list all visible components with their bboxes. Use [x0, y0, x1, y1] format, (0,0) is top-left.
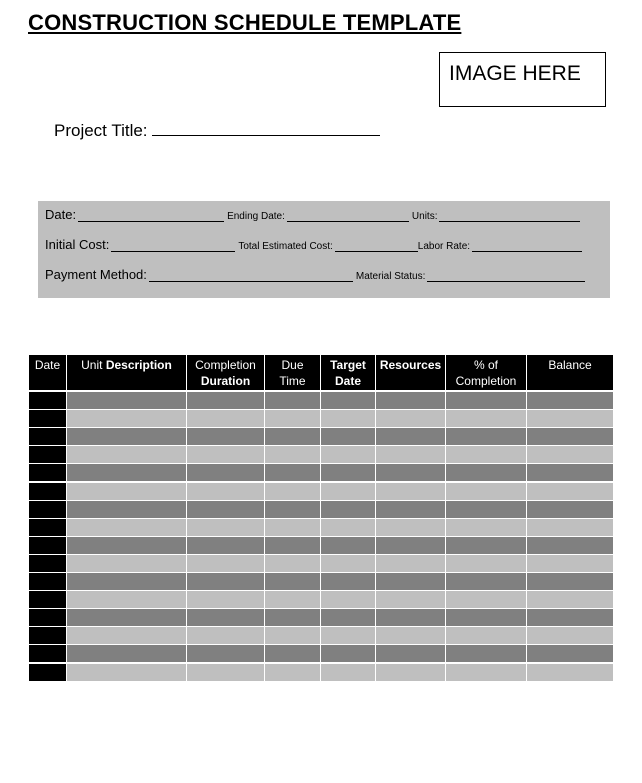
cell-percent-completion[interactable]: [446, 573, 526, 590]
labor-rate-label: Labor Rate:: [417, 241, 471, 252]
cell-completion-duration[interactable]: [187, 609, 264, 626]
cell-due-time[interactable]: [265, 573, 320, 590]
cell-date[interactable]: [29, 483, 66, 500]
cell-percent-completion[interactable]: [446, 609, 526, 626]
cell-resources[interactable]: [376, 573, 445, 590]
cell-completion-duration[interactable]: [187, 627, 264, 644]
header-percent-completion: [445, 355, 526, 390]
cell-target-date[interactable]: [321, 410, 375, 427]
header-due-line1: Due: [281, 358, 304, 372]
material-status-input-line[interactable]: [427, 270, 585, 282]
schedule-table: [29, 355, 613, 678]
cell-percent-completion[interactable]: [446, 645, 526, 662]
cell-resources[interactable]: [376, 464, 445, 481]
cell-date[interactable]: [29, 410, 66, 427]
cell-due-time[interactable]: [265, 392, 320, 409]
cell-resources[interactable]: [376, 428, 445, 445]
total-estimated-cost-label: Total Estimated Cost:: [238, 241, 333, 252]
cell-date[interactable]: [29, 464, 66, 481]
table-row: [29, 446, 613, 463]
cell-balance[interactable]: [527, 537, 613, 554]
cell-resources[interactable]: [376, 627, 445, 644]
date-input-line[interactable]: [78, 210, 224, 222]
schedule-header-row: [29, 355, 613, 390]
header-unit-description-text: [67, 357, 186, 373]
image-placeholder-label: IMAGE HERE: [449, 62, 581, 85]
cell-percent-completion[interactable]: [446, 591, 526, 608]
cell-unit-description[interactable]: [67, 392, 186, 409]
cell-completion-duration[interactable]: [187, 645, 264, 662]
cell-due-time[interactable]: [265, 428, 320, 445]
header-description-word: Description: [105, 358, 172, 372]
cell-percent-completion[interactable]: [446, 446, 526, 463]
cell-date[interactable]: [29, 573, 66, 590]
cell-percent-completion[interactable]: [446, 519, 526, 536]
cell-date[interactable]: [29, 392, 66, 409]
document-title: CONSTRUCTION SCHEDULE TEMPLATE: [28, 10, 462, 35]
header-date-line1: Date: [34, 358, 61, 372]
table-row: [29, 483, 613, 500]
date-label: Date:: [45, 207, 77, 222]
table-row: [29, 410, 613, 427]
project-title-input-line[interactable]: [152, 121, 380, 136]
cell-unit-description[interactable]: [67, 483, 186, 500]
header-unit-description: [66, 355, 186, 390]
cell-date[interactable]: [29, 537, 66, 554]
cell-completion-duration[interactable]: [187, 392, 264, 409]
cell-resources[interactable]: [376, 645, 445, 662]
cell-due-time[interactable]: [265, 410, 320, 427]
cell-due-time[interactable]: [265, 645, 320, 662]
cell-resources[interactable]: [376, 446, 445, 463]
cell-percent-completion[interactable]: [446, 627, 526, 644]
header-target-date-line2: Date: [334, 374, 361, 388]
cell-resources[interactable]: [376, 555, 445, 572]
project-title-field: [54, 121, 380, 141]
table-row: [29, 501, 613, 518]
ending-date-label: Ending Date:: [227, 211, 285, 222]
cell-unit-description[interactable]: [67, 537, 186, 554]
initial-cost-input-line[interactable]: [111, 240, 235, 252]
table-row: [29, 609, 613, 626]
cell-balance[interactable]: [527, 573, 613, 590]
table-row: [29, 428, 613, 445]
cell-due-time[interactable]: [265, 446, 320, 463]
cell-completion-duration[interactable]: [187, 501, 264, 518]
cell-balance[interactable]: [527, 392, 613, 409]
cell-due-time[interactable]: [265, 591, 320, 608]
table-row: [29, 537, 613, 554]
header-completion-line2: Completion: [455, 374, 517, 388]
header-balance: [526, 355, 613, 390]
units-input-line[interactable]: [439, 210, 580, 222]
table-row: [29, 555, 613, 572]
cell-target-date[interactable]: [321, 573, 375, 590]
cell-percent-completion[interactable]: [446, 464, 526, 481]
cell-resources[interactable]: [376, 664, 445, 681]
project-title-label: Project Title:: [54, 121, 148, 140]
header-due-time: [264, 355, 320, 390]
cell-percent-completion[interactable]: [446, 537, 526, 554]
table-row: [29, 645, 613, 662]
cell-due-time[interactable]: [265, 537, 320, 554]
cell-date[interactable]: [29, 519, 66, 536]
cell-percent-completion[interactable]: [446, 483, 526, 500]
cell-due-time[interactable]: [265, 483, 320, 500]
cell-balance[interactable]: [527, 428, 613, 445]
table-row: [29, 573, 613, 590]
cell-balance[interactable]: [527, 609, 613, 626]
cell-resources[interactable]: [376, 410, 445, 427]
cell-unit-description[interactable]: [67, 645, 186, 662]
cell-completion-duration[interactable]: [187, 464, 264, 481]
cell-date[interactable]: [29, 591, 66, 608]
initial-cost-label: Initial Cost:: [45, 237, 110, 252]
cell-completion-duration[interactable]: [187, 664, 264, 681]
cell-target-date[interactable]: [321, 392, 375, 409]
cell-target-date[interactable]: [321, 664, 375, 681]
cell-resources[interactable]: [376, 483, 445, 500]
payment-method-label: Payment Method:: [45, 267, 147, 282]
cell-target-date[interactable]: [321, 555, 375, 572]
cell-completion-duration[interactable]: [187, 573, 264, 590]
cell-due-time[interactable]: [265, 501, 320, 518]
header-target-date: [320, 355, 375, 390]
cell-target-date[interactable]: [321, 627, 375, 644]
table-row: [29, 392, 613, 409]
cell-completion-duration[interactable]: [187, 428, 264, 445]
cell-date[interactable]: [29, 627, 66, 644]
header-balance-line1: Balance: [548, 358, 592, 372]
cell-unit-description[interactable]: [67, 573, 186, 590]
table-row: [29, 591, 613, 608]
cell-completion-duration[interactable]: [187, 555, 264, 572]
table-row: [29, 464, 613, 481]
header-time-line2: Time: [279, 374, 306, 388]
cell-unit-description[interactable]: [67, 609, 186, 626]
cell-balance[interactable]: [527, 645, 613, 662]
cell-resources[interactable]: [376, 392, 445, 409]
cell-balance[interactable]: [527, 627, 613, 644]
cell-completion-duration[interactable]: [187, 591, 264, 608]
cell-completion-duration[interactable]: [187, 446, 264, 463]
labor-rate-input-line[interactable]: [472, 240, 582, 252]
cell-balance[interactable]: [527, 410, 613, 427]
cell-unit-description[interactable]: [67, 410, 186, 427]
header-unit-word: Unit: [81, 358, 103, 372]
cell-percent-completion[interactable]: [446, 555, 526, 572]
cell-due-time[interactable]: [265, 519, 320, 536]
total-estimated-cost-input-line[interactable]: [335, 240, 418, 252]
cell-resources[interactable]: [376, 609, 445, 626]
cell-balance[interactable]: [527, 664, 613, 681]
payment-method-input-line[interactable]: [149, 270, 353, 282]
cell-unit-description[interactable]: [67, 664, 186, 681]
cell-due-time[interactable]: [265, 627, 320, 644]
header-percent-line1: % of: [473, 358, 498, 372]
cell-date[interactable]: [29, 428, 66, 445]
cell-balance[interactable]: [527, 483, 613, 500]
header-date: [29, 355, 66, 390]
cell-date[interactable]: [29, 501, 66, 518]
cell-target-date[interactable]: [321, 428, 375, 445]
material-status-label: Material Status:: [355, 271, 426, 282]
cell-due-time[interactable]: [265, 664, 320, 681]
table-row: [29, 519, 613, 536]
cell-due-time[interactable]: [265, 464, 320, 481]
cell-date[interactable]: [29, 645, 66, 662]
cell-balance[interactable]: [527, 446, 613, 463]
cell-date[interactable]: [29, 555, 66, 572]
cell-target-date[interactable]: [321, 591, 375, 608]
cell-percent-completion[interactable]: [446, 664, 526, 681]
cell-date[interactable]: [29, 446, 66, 463]
cell-unit-description[interactable]: [67, 501, 186, 518]
header-completion-line1: Completion: [195, 358, 256, 372]
cell-unit-description[interactable]: [67, 464, 186, 481]
cell-target-date[interactable]: [321, 645, 375, 662]
cell-balance[interactable]: [527, 519, 613, 536]
cell-target-date[interactable]: [321, 609, 375, 626]
header-target-line1: Target: [330, 358, 366, 372]
cell-target-date[interactable]: [321, 519, 375, 536]
project-info-box: [38, 201, 610, 298]
info-row-costs: [45, 237, 582, 252]
cell-percent-completion[interactable]: [446, 392, 526, 409]
cell-resources[interactable]: [376, 519, 445, 536]
header-duration-line2: Duration: [200, 374, 251, 388]
table-row: [29, 664, 613, 681]
cell-resources[interactable]: [376, 501, 445, 518]
cell-completion-duration[interactable]: [187, 537, 264, 554]
cell-target-date[interactable]: [321, 501, 375, 518]
cell-unit-description[interactable]: [67, 627, 186, 644]
cell-completion-duration[interactable]: [187, 483, 264, 500]
cell-target-date[interactable]: [321, 537, 375, 554]
cell-date[interactable]: [29, 664, 66, 681]
ending-date-input-line[interactable]: [287, 210, 409, 222]
image-placeholder: [439, 52, 606, 107]
cell-completion-duration[interactable]: [187, 410, 264, 427]
cell-completion-duration[interactable]: [187, 519, 264, 536]
cell-unit-description[interactable]: [67, 428, 186, 445]
cell-balance[interactable]: [527, 555, 613, 572]
cell-due-time[interactable]: [265, 555, 320, 572]
cell-percent-completion[interactable]: [446, 410, 526, 427]
cell-percent-completion[interactable]: [446, 501, 526, 518]
table-row: [29, 627, 613, 644]
cell-balance[interactable]: [527, 464, 613, 481]
cell-unit-description[interactable]: [67, 555, 186, 572]
units-label: Units:: [411, 211, 438, 222]
header-completion-duration: [186, 355, 264, 390]
cell-date[interactable]: [29, 609, 66, 626]
header-resources: [375, 355, 445, 390]
cell-unit-description[interactable]: [67, 446, 186, 463]
header-resources-line1: Resources: [379, 358, 442, 372]
cell-resources[interactable]: [376, 537, 445, 554]
info-row-dates: [45, 207, 580, 222]
cell-target-date[interactable]: [321, 464, 375, 481]
cell-balance[interactable]: [527, 501, 613, 518]
cell-resources[interactable]: [376, 591, 445, 608]
info-row-payment: [45, 267, 585, 282]
cell-percent-completion[interactable]: [446, 428, 526, 445]
cell-target-date[interactable]: [321, 446, 375, 463]
cell-unit-description[interactable]: [67, 519, 186, 536]
cell-unit-description[interactable]: [67, 591, 186, 608]
cell-balance[interactable]: [527, 591, 613, 608]
cell-due-time[interactable]: [265, 609, 320, 626]
cell-target-date[interactable]: [321, 483, 375, 500]
